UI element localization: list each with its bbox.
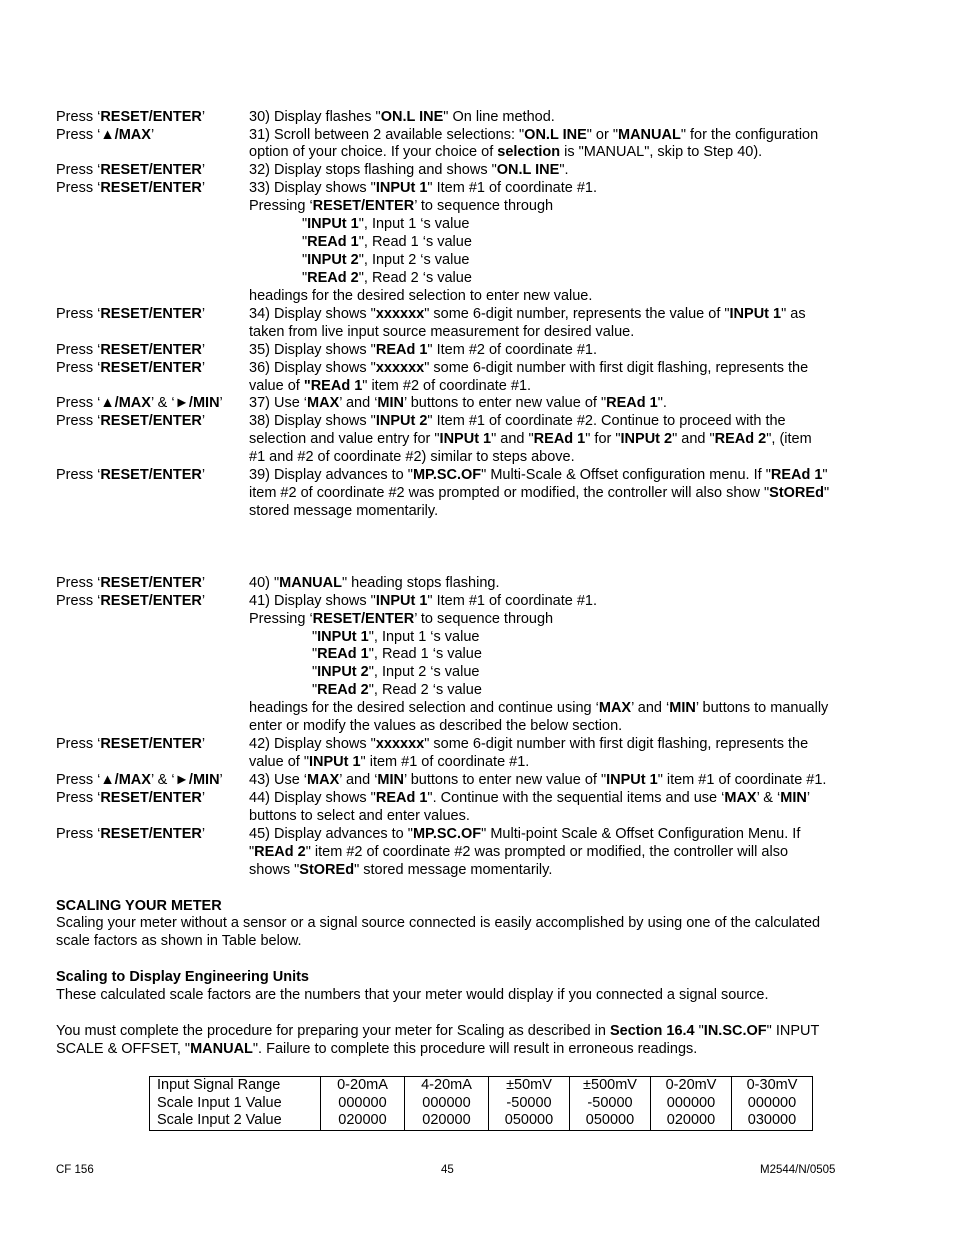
- step-38: 38) Display shows "INPUt 2" Item #1 of coordinate #2. Continue to proceed with the: [249, 413, 786, 429]
- action-label: Press ‘RESET/ENTER’: [56, 575, 206, 591]
- step-42: 42) Display shows "xxxxxx" some 6-digit number with first digit flashing, represents the: [249, 736, 809, 752]
- step-34-cont: taken from live input source measurement for desired value.: [249, 324, 635, 340]
- sequence-item: "REAd 1", Read 1 ‘s value: [312, 646, 482, 662]
- step-41-cont: enter or modify the values as described the below section.: [249, 718, 623, 734]
- step-38-cont: #1 and #2 of coordinate #2) similar to steps above.: [249, 449, 575, 465]
- table-row: [150, 1077, 813, 1131]
- action-label: Press ‘RESET/ENTER’: [56, 593, 206, 609]
- section-heading-scaling: SCALING YOUR METER: [56, 898, 222, 914]
- step-34: 34) Display shows "xxxxxx" some 6-digit number, represents the value of "INPUt 1" as: [249, 306, 806, 322]
- range-column: ±500mV -50000 050000: [570, 1077, 651, 1131]
- step-35: 35) Display shows "REAd 1" Item #2 of coordinate #1.: [249, 342, 598, 358]
- sequence-item: "REAd 2", Read 2 ‘s value: [302, 270, 472, 286]
- step-31-cont: option of your choice. If your choice of selection is "MANUAL", skip to Step 40).: [249, 144, 763, 160]
- range-column: 0-20mV 000000 020000: [651, 1077, 732, 1131]
- action-label: Press ‘RESET/ENTER’: [56, 360, 206, 376]
- page-number: 45: [441, 1164, 454, 1176]
- step-43: 43) Use ‘MAX’ and ‘MIN’ buttons to enter new value of "INPUt 1" item #1 of coordinate #1.: [249, 772, 827, 788]
- scale-factor-table: [149, 1076, 813, 1131]
- step-38-cont: selection and value entry for "INPUt 1" and "REAd 1" for "INPUt 2" and "REAd 2", (item: [249, 431, 812, 447]
- action-label: Press ‘▲/MAX’ & ‘►/MIN’: [56, 772, 223, 788]
- step-44-cont: buttons to select and enter values.: [249, 808, 470, 824]
- sequence-item: "INPUt 2", Input 2 ‘s value: [312, 664, 480, 680]
- action-label: Press ‘RESET/ENTER’: [56, 180, 206, 196]
- step-44: 44) Display shows "REAd 1". Continue with the sequential items and use ‘MAX’ & ‘MIN’: [249, 790, 811, 806]
- action-label: Press ‘▲/MAX’ & ‘►/MIN’: [56, 395, 223, 411]
- step-36: 36) Display shows "xxxxxx" some 6-digit number with first digit flashing, represents the: [249, 360, 809, 376]
- action-label: Press ‘RESET/ENTER’: [56, 826, 206, 842]
- step-39: 39) Display advances to "MP.SC.OF" Multi-Scale & Offset configuration menu. If "REAd 1": [249, 467, 828, 483]
- row-label: Input Signal Range Scale Input 1 Value Scale Input 2 Value: [150, 1077, 321, 1131]
- step-32: 32) Display stops flashing and shows "ON.L INE".: [249, 162, 569, 178]
- step-30: 30) Display flashes "ON.L INE" On line method.: [249, 109, 555, 125]
- paragraph-engineering: These calculated scale factors are the numbers that your meter would display if you connected a signal source.: [56, 987, 769, 1003]
- step-39-cont: stored message momentarily.: [249, 503, 439, 519]
- step-33-cont: Pressing ‘RESET/ENTER’ to sequence through: [249, 198, 554, 214]
- sequence-item: "INPUt 1", Input 1 ‘s value: [302, 216, 470, 232]
- step-33-end: headings for the desired selection to enter new value.: [249, 288, 593, 304]
- step-40: 40) "MANUAL" heading stops flashing.: [249, 575, 500, 591]
- sequence-item: "INPUt 2", Input 2 ‘s value: [302, 252, 470, 268]
- paragraph-must-complete: You must complete the procedure for preparing your meter for Scaling as described in Section 16.4 "IN.SC.OF" INPUT: [56, 1023, 820, 1039]
- section-heading-engineering-units: Scaling to Display Engineering Units: [56, 969, 309, 985]
- step-42-cont: value of "INPUt 1" item #1 of coordinate #1.: [249, 754, 530, 770]
- paragraph-scaling: Scaling your meter without a sensor or a signal source connected is easily accomplished by using one of the calculated: [56, 915, 821, 931]
- action-label: Press ‘RESET/ENTER’: [56, 306, 206, 322]
- paragraph-scaling-cont: scale factors as shown in Table below.: [56, 933, 302, 949]
- action-label: Press ‘RESET/ENTER’: [56, 413, 206, 429]
- action-label: Press ‘RESET/ENTER’: [56, 342, 206, 358]
- range-column: 4-20mA 000000 020000: [405, 1077, 489, 1131]
- paragraph-must-complete-cont: SCALE & OFFSET, "MANUAL". Failure to complete this procedure will result in erroneous readings.: [56, 1041, 698, 1057]
- step-31: 31) Scroll between 2 available selections: "ON.L INE" or "MANUAL" for the configuration: [249, 127, 819, 143]
- sequence-item: "REAd 1", Read 1 ‘s value: [302, 234, 472, 250]
- footer-doc-code: CF 156: [56, 1164, 94, 1176]
- range-column: 0-30mV 000000 030000: [732, 1077, 813, 1131]
- action-label: Press ‘RESET/ENTER’: [56, 790, 206, 806]
- step-37: 37) Use ‘MAX’ and ‘MIN’ buttons to enter new value of "REAd 1".: [249, 395, 667, 411]
- range-column: 0-20mA 000000 020000: [321, 1077, 405, 1131]
- action-label: Press ‘RESET/ENTER’: [56, 109, 206, 125]
- step-36-cont: value of "REAd 1" item #2 of coordinate #1.: [249, 378, 532, 394]
- step-41-cont: Pressing ‘RESET/ENTER’ to sequence through: [249, 611, 554, 627]
- step-45-cont: shows "StOREd" stored message momentarily.: [249, 862, 553, 878]
- step-33: 33) Display shows "INPUt 1" Item #1 of coordinate #1.: [249, 180, 598, 196]
- action-label: Press ‘RESET/ENTER’: [56, 736, 206, 752]
- step-45-cont: "REAd 2" item #2 of coordinate #2 was prompted or modified, the controller will also: [249, 844, 789, 860]
- sequence-item: "INPUt 1", Input 1 ‘s value: [312, 629, 480, 645]
- step-45: 45) Display advances to "MP.SC.OF" Multi-point Scale & Offset Configuration Menu. If: [249, 826, 801, 842]
- action-label: Press ‘▲/MAX’: [56, 127, 155, 143]
- range-column: ±50mV -50000 050000: [489, 1077, 570, 1131]
- step-39-cont: item #2 of coordinate #2 was prompted or modified, the controller will also show "StOREd": [249, 485, 830, 501]
- step-41: 41) Display shows "INPUt 1" Item #1 of coordinate #1.: [249, 593, 598, 609]
- footer-revision: M2544/N/0505: [760, 1164, 836, 1176]
- sequence-item: "REAd 2", Read 2 ‘s value: [312, 682, 482, 698]
- action-label: Press ‘RESET/ENTER’: [56, 162, 206, 178]
- action-label: Press ‘RESET/ENTER’: [56, 467, 206, 483]
- step-41-cont: headings for the desired selection and continue using ‘MAX’ and ‘MIN’ buttons to manually: [249, 700, 829, 716]
